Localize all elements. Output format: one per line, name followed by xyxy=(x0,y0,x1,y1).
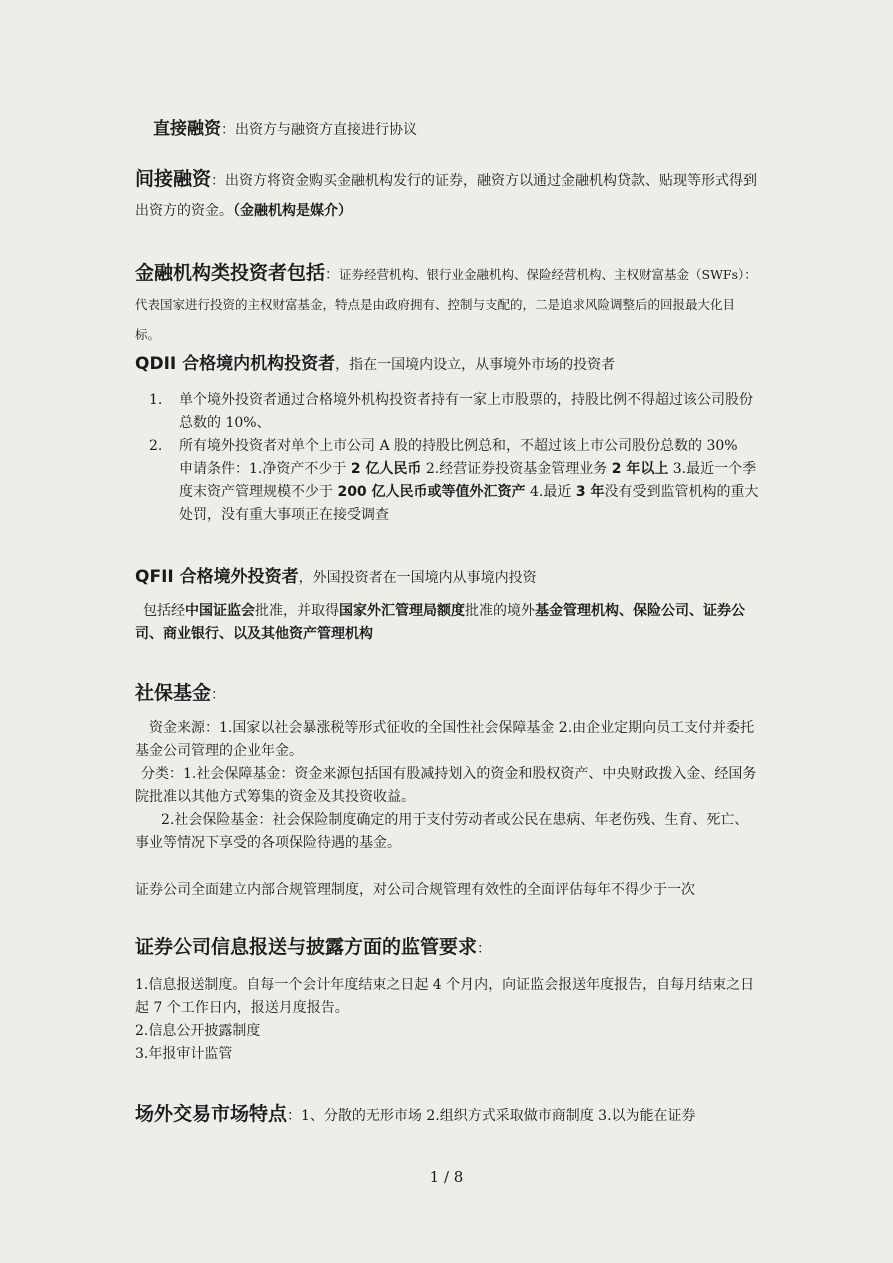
disclosure-heading: 证券公司信息报送与披露方面的监管要求： xyxy=(135,936,492,958)
qfii-detail: 包括经中国证监会批准，并取得国家外汇管理局额度批准的境外基金管理机构、保险公司、证券公司、商业银行、以及其他资产管理机构 xyxy=(135,603,745,642)
list-item: 1. 单个境外投资者通过合格境外机构投资者持有一家上市股票的，持股比例不得超过该公司股份总数的 10%、 xyxy=(149,392,753,431)
direct-financing: 直接融资：出资方与融资方直接进行协议 xyxy=(153,119,417,139)
list-item: 2. 所有境外投资者对单个上市公司 A 股的持股比例总和，不超过该上市公司股份总数的 30% xyxy=(149,438,738,454)
indirect-financing-note: （金融机构是媒介） xyxy=(233,203,352,219)
social-fund-term: 社保基金 xyxy=(135,682,212,704)
indirect-financing-term: 间接融资 xyxy=(135,168,212,190)
direct-financing-term: 直接融资 xyxy=(153,119,221,139)
disclosure-term: 证券公司信息报送与披露方面的监管要求 xyxy=(135,936,478,958)
compliance-paragraph: 证券公司全面建立内部合规管理制度，对公司合规管理有效性的全面评估每年不得少于一次 xyxy=(135,882,695,898)
indirect-financing: 间接融资：出资方将资金购买金融机构发行的证券，融资方以通过金融机构贷款、贴现等形式得到出资方的资金。（金融机构是媒介） xyxy=(135,168,758,219)
institutional-investors-desc: 证券经营机构、银行业金融机构、保险经营机构、主权财富基金（SWFs）：代表国家进行投资的主权财富基金，特点是由政府拥有、控制与支配的，二是追求风险调整后的回报最大化目标。 xyxy=(135,267,757,342)
direct-financing-desc: 出资方与融资方直接进行协议 xyxy=(235,122,417,138)
qdii-term: QDII 合格境内机构投资者 xyxy=(135,354,336,374)
qdii-desc: ，指在一国境内设立，从事境外市场的投资者 xyxy=(335,357,616,373)
otc-desc: 1、分散的无形市场 2.组织方式采取做市商制度 3.以为能在证券 xyxy=(301,1108,696,1124)
institutional-investors-term: 金融机构类投资者包括 xyxy=(135,262,326,284)
qdii-rules-list xyxy=(135,389,759,527)
institutional-investors: 金融机构类投资者包括：证券经营机构、银行业金融机构、保险经营机构、主权财富基金（SWFs）：代表国家进行投资的主权财富基金，特点是由政府拥有、控制与支配的，二是追求风险调整后的回报最大化目标。 xyxy=(135,262,757,342)
qfii-heading xyxy=(135,566,759,590)
otc-heading: 场外交易市场特点：1、分散的无形市场 2.组织方式采取做市商制度 3.以为能在证券 xyxy=(135,1103,696,1125)
indirect-financing-desc: 出资方将资金购买金融机构发行的证券，融资方以通过金融机构贷款、贴现等形式得到出资方的资金。 xyxy=(135,173,758,219)
disclosure-item-1: 1.信息报送制度。自每一个会计年度结束之日起 4 个月内，向证监会报送年度报告，自每月结束之日起 7 个工作日内，报送月度报告。 xyxy=(135,977,755,1016)
disclosure-item-3: 3.年报审计监管 xyxy=(135,1046,233,1062)
qdii-heading xyxy=(135,353,759,377)
qdii-conditions: 申请条件：1.净资产不少于 2 亿人民币 2.经营证券投资基金管理业务 2 年以上 3.最近一个季度末资产管理规模不少于 200 亿人民币或等值外汇资产 4.最近 3 年没有受到监管机构的重大处罚，没有重大事项正在接受调查 xyxy=(179,461,759,523)
disclosure-item-2: 2.信息公开披露制度 xyxy=(135,1023,261,1039)
social-fund-source: 资金来源：1.国家以社会暴涨税等形式征收的全国性社会保障基金 2.由企业定期向员工支付并委托基金公司管理的企业年金。 xyxy=(135,720,755,759)
page-number: 1 / 8 xyxy=(429,1168,464,1186)
qfii-desc: ，外国投资者在一国境内从事境内投资 xyxy=(298,570,537,586)
social-fund-category-2: 2.社会保险基金：社会保险制度确定的用于支付劳动者或公民在患病、年老伤残、生育、死亡、事业等情况下享受的各项保险待遇的基金。 xyxy=(135,812,749,851)
social-fund-heading: 社保基金： xyxy=(135,682,226,704)
otc-term: 场外交易市场特点 xyxy=(135,1103,288,1125)
qfii-term: QFII 合格境外投资者 xyxy=(135,567,299,587)
social-fund-category-1: 分类：1.社会保障基金：资金来源包括国有股减持划入的资金和股权资产、中央财政拨入金、经国务院批准以其他方式筹集的资金及其投资收益。 xyxy=(135,766,757,805)
